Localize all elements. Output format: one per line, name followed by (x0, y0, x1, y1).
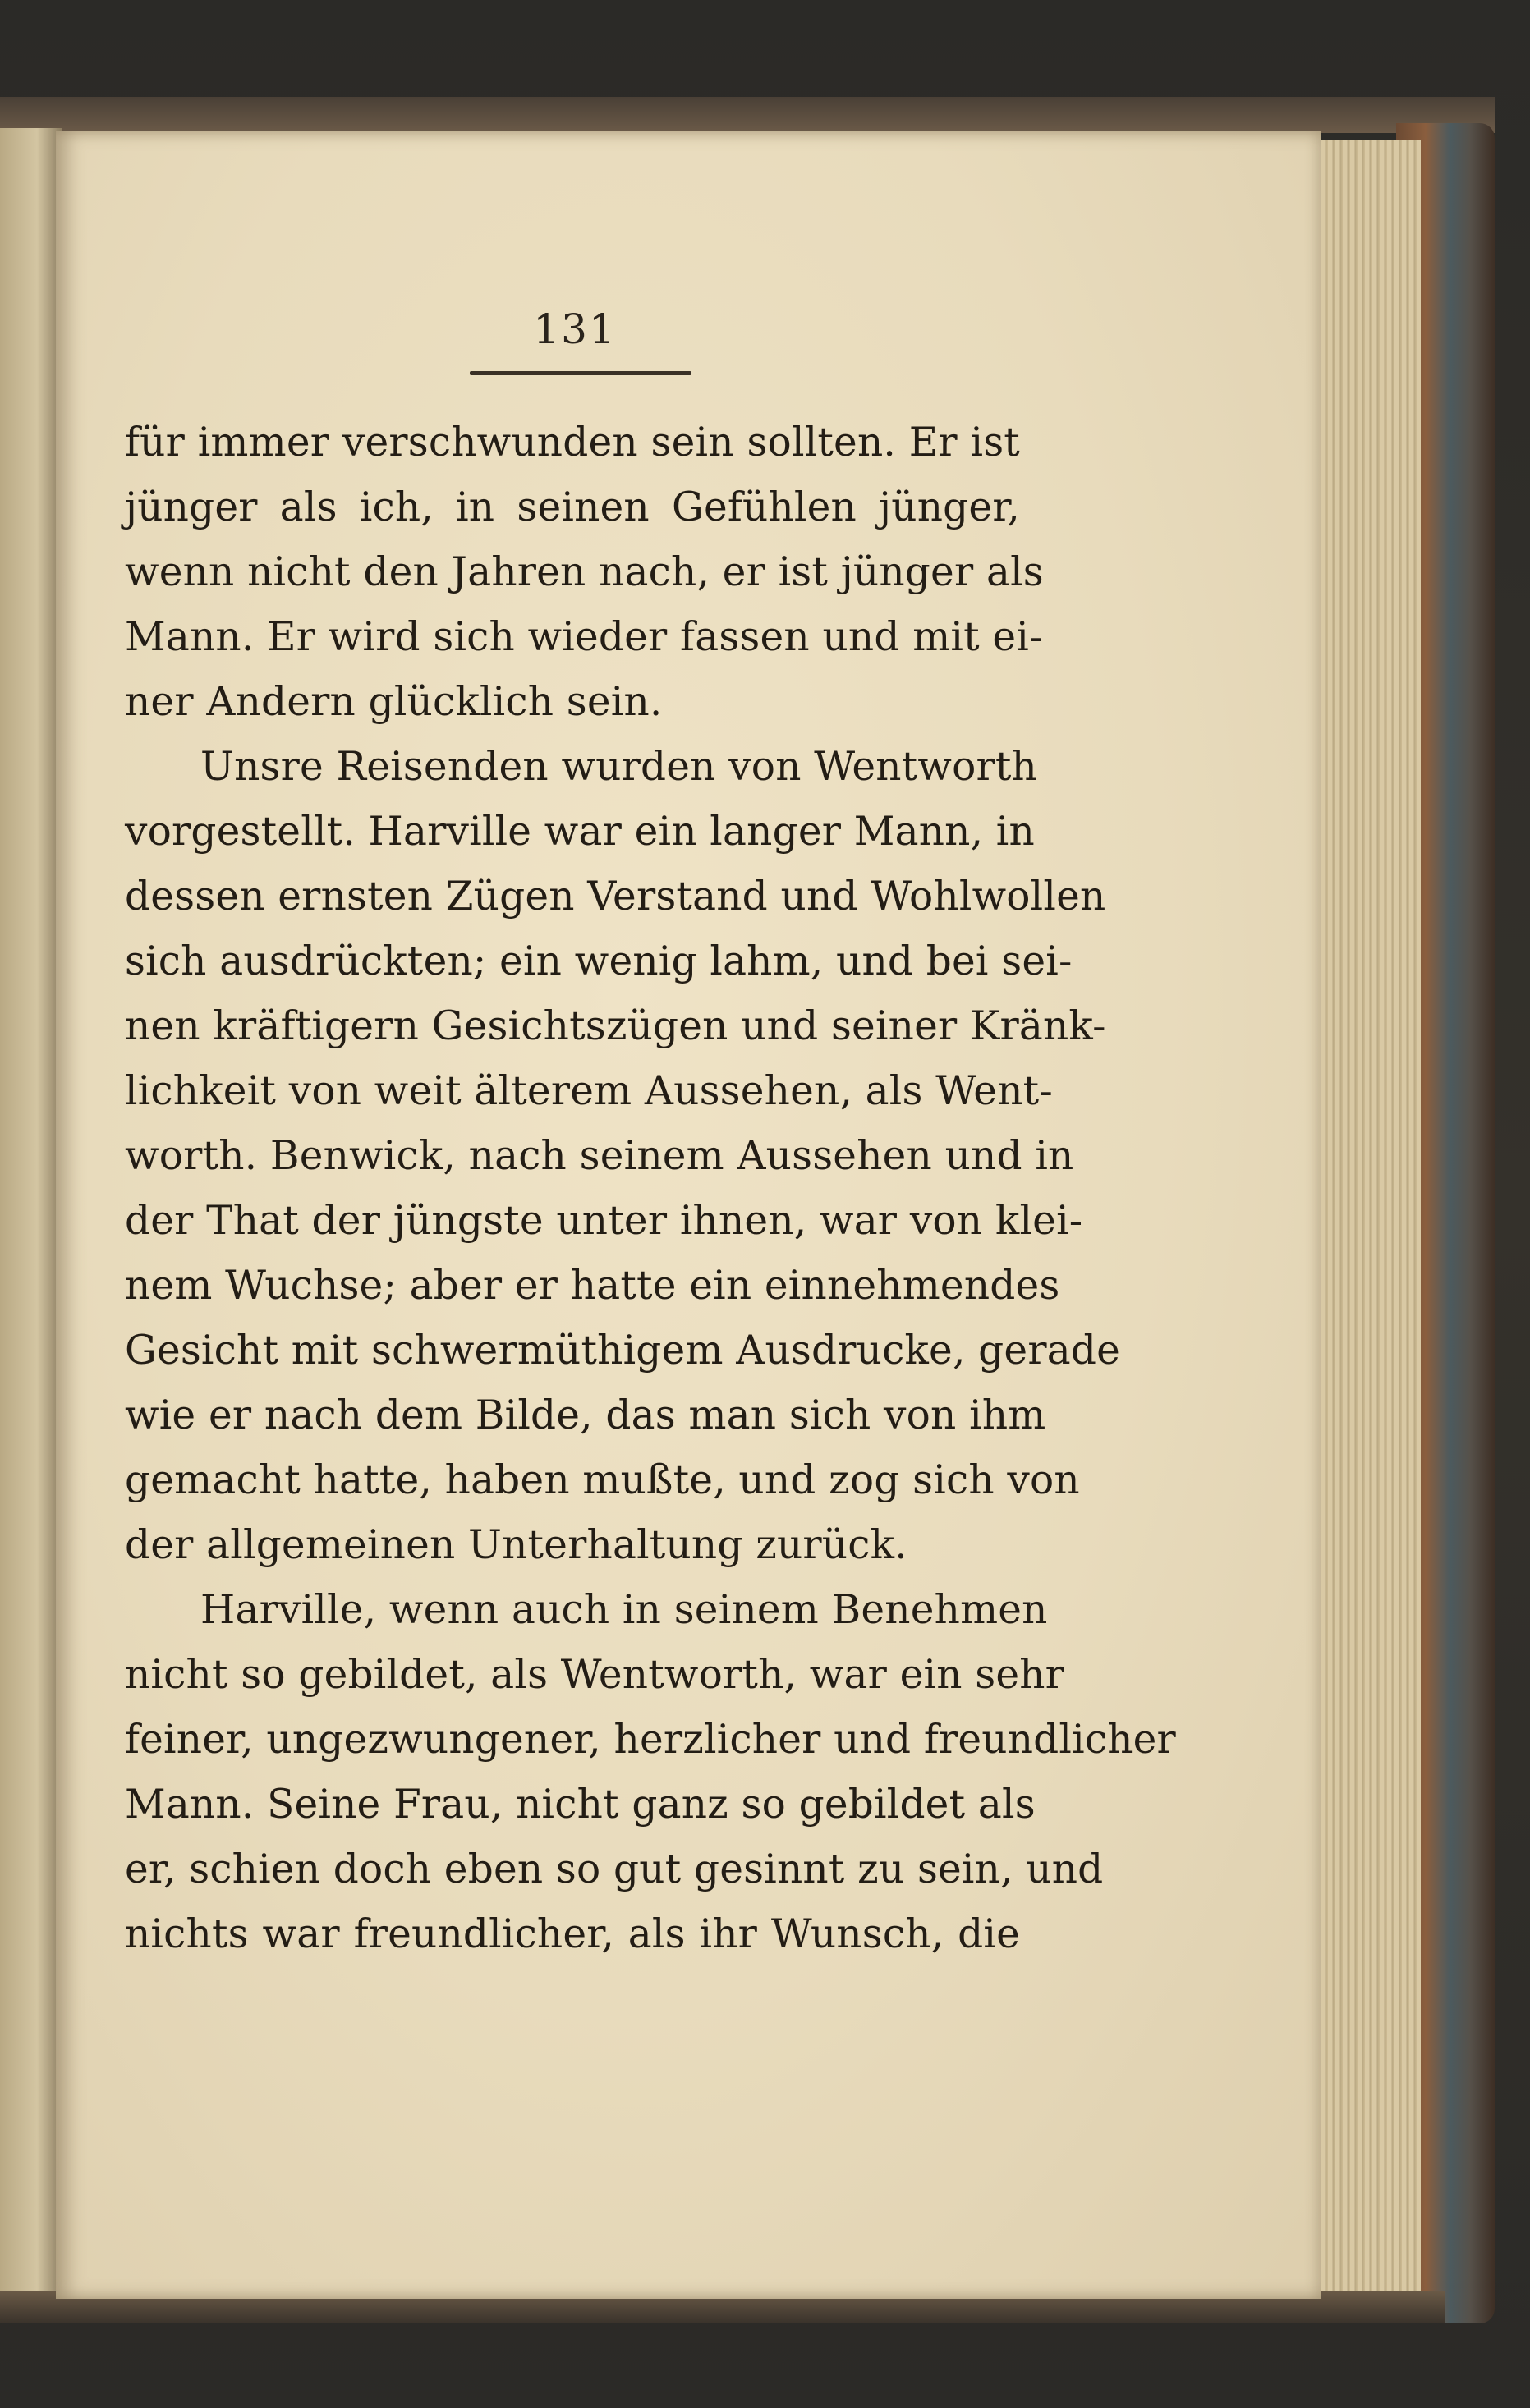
text-line: wie er nach dem Bilde, das man sich von ihm (125, 1392, 1046, 1438)
page-edges (1306, 140, 1421, 2291)
text-line: Mann. Seine Frau, nicht ganz so gebildet als (125, 1782, 1036, 1828)
text-line: nem Wuchse; aber er hatte ein einnehmendes (125, 1263, 1060, 1309)
text-line: Gesicht mit schwermüthigem Ausdrucke, gerade (125, 1328, 1120, 1374)
page-text (125, 411, 1176, 1967)
text-line: jünger als ich, in seinen Gefühlen jünger, (125, 484, 1020, 530)
text-line: nichts war freundlicher, als ihr Wunsch, die (125, 1911, 1020, 1957)
text-line: feiner, ungezwungener, herzlicher und freundlicher (125, 1717, 1176, 1763)
text-line: vorgestellt. Harville war ein langer Mann, in (125, 809, 1035, 855)
text-line: der allgemeinen Unterhaltung zurück. (125, 1522, 907, 1568)
text-line: nicht so gebildet, als Wentworth, war ein sehr (125, 1652, 1065, 1698)
text-line: Unsre Reisenden wurden von Wentworth (200, 744, 1037, 790)
header-rule (470, 371, 691, 375)
book-board-top (0, 97, 1495, 133)
text-line: lichkeit von weit älterem Aussehen, als Went- (125, 1068, 1053, 1114)
text-line: Mann. Er wird sich wieder fassen und mit ei- (125, 614, 1043, 660)
text-line: dessen ernsten Zügen Verstand und Wohlwollen (125, 874, 1106, 920)
facing-page-edge (0, 128, 62, 2304)
text-line: sich ausdrückten; ein wenig lahm, und bei sei- (125, 938, 1073, 984)
text-line: nen kräftigern Gesichtszügen und seiner Kränk- (125, 1003, 1106, 1049)
text-line: er, schien doch eben so gut gesinnt zu sein, und (125, 1846, 1104, 1892)
text-line: der That der jüngste unter ihnen, war von klei- (125, 1198, 1083, 1244)
text-line: wenn nicht den Jahren nach, er ist jünger als (125, 549, 1044, 595)
text-line: Harville, wenn auch in seinem Benehmen (200, 1587, 1048, 1633)
text-line: ner Andern glücklich sein. (125, 679, 663, 725)
text-line: worth. Benwick, nach seinem Aussehen und in (125, 1133, 1074, 1179)
text-line: für immer verschwunden sein sollten. Er ist (125, 420, 1020, 466)
page-number: 131 (533, 305, 617, 353)
text-line: gemacht hatte, haben mußte, und zog sich von (125, 1457, 1080, 1503)
